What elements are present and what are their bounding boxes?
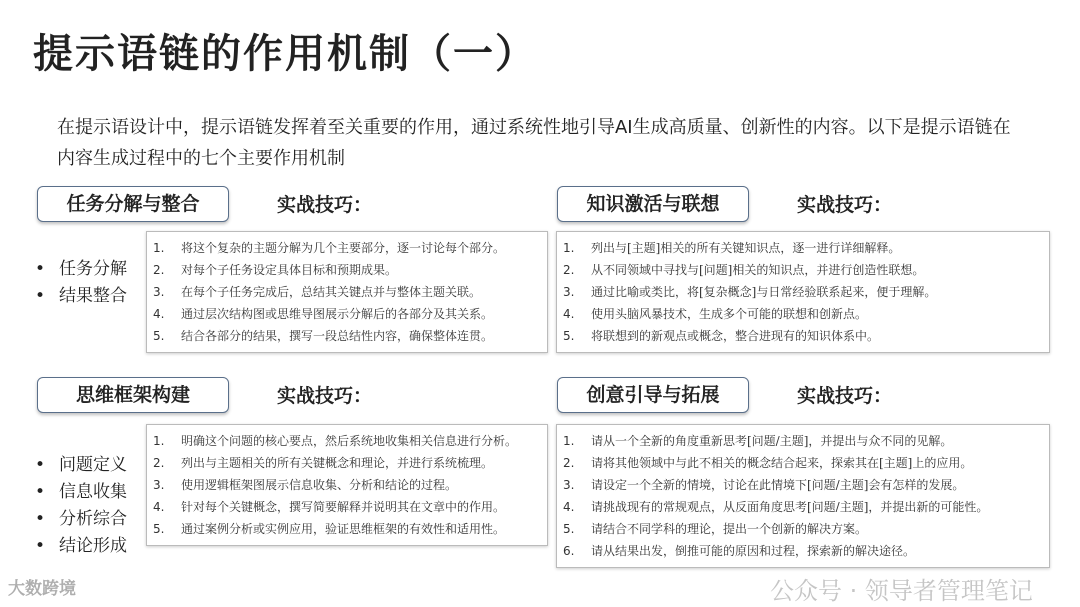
tip-number: 5. xyxy=(153,329,165,343)
tip-number: 6. xyxy=(563,544,575,558)
tip-item xyxy=(563,430,1043,452)
tip-number: 1. xyxy=(563,241,575,255)
intro-text: 在提示语设计中，提示语链发挥着至关重要的作用，通过系统性地引导AI生成高质量、创新性的内容。以下是提示语链在内容生成过程中的七个主要作用机制 xyxy=(57,117,1011,169)
tip-item xyxy=(563,540,1043,562)
tip-text: 结合各部分的结果，撰写一段总结性内容，确保整体连贯。 xyxy=(181,329,494,343)
tip-text: 请结合不同学科的理论，提出一个创新的解决方案。 xyxy=(591,522,868,536)
panel-header: 思维框架构建 xyxy=(37,377,229,413)
bullet-item: • 结论形成 xyxy=(35,533,127,560)
watermark-logo: 大数跨境 xyxy=(8,579,76,599)
watermark: 公众号 · 领导者管理笔记 xyxy=(770,577,1033,605)
tips-box xyxy=(556,231,1050,353)
tip-number: 4. xyxy=(153,307,165,321)
tip-text: 请将其他领域中与此不相关的概念结合起来，探索其在[主题]上的应用。 xyxy=(591,456,973,470)
tip-number: 4. xyxy=(563,307,575,321)
bullet-item: • 分析综合 xyxy=(35,506,127,533)
tip-item xyxy=(153,518,541,540)
tip-number: 2. xyxy=(563,456,575,470)
tip-number: 5. xyxy=(563,329,575,343)
tips-box xyxy=(556,424,1050,568)
bullet-list xyxy=(35,256,127,310)
tip-number: 1. xyxy=(153,241,165,255)
tip-number: 2. xyxy=(153,456,165,470)
tip-text: 请挑战现有的常规观点，从反面角度思考[问题/主题]，并提出新的可能性。 xyxy=(591,500,989,514)
tips-box xyxy=(146,424,548,546)
tip-number: 2. xyxy=(563,263,575,277)
tip-text: 使用逻辑框架图展示信息收集、分析和结论的过程。 xyxy=(181,478,458,492)
tip-item xyxy=(153,430,541,452)
tip-item xyxy=(153,452,541,474)
tip-text: 通过比喻或类比，将[复杂概念]与日常经验联系起来，便于理解。 xyxy=(591,285,937,299)
bullet-item: • 结果整合 xyxy=(35,283,127,310)
tip-number: 2. xyxy=(153,263,165,277)
tip-item xyxy=(563,281,1043,303)
tip-number: 3. xyxy=(563,285,575,299)
tip-item xyxy=(153,496,541,518)
tip-item xyxy=(153,281,541,303)
panel-header: 创意引导与拓展 xyxy=(557,377,749,413)
tip-item xyxy=(563,303,1043,325)
tip-text: 请设定一个全新的情境，讨论在此情境下[问题/主题]会有怎样的发展。 xyxy=(591,478,965,492)
tip-text: 通过层次结构图或思维导图展示分解后的各部分及其关系。 xyxy=(181,307,494,321)
tip-text: 针对每个关键概念，撰写简要解释并说明其在文章中的作用。 xyxy=(181,500,506,514)
tip-number: 3. xyxy=(153,285,165,299)
tips-box xyxy=(146,231,548,353)
tip-number: 4. xyxy=(563,500,575,514)
page-title: 提示语链的作用机制（一） xyxy=(33,31,537,77)
bullet-list xyxy=(35,452,127,560)
tip-text: 列出与主题相关的所有关键概念和理论，并进行系统梳理。 xyxy=(181,456,494,470)
tip-number: 1. xyxy=(563,434,575,448)
tips-label: 实战技巧： xyxy=(797,385,893,407)
tip-text: 请从结果出发，倒推可能的原因和过程，探索新的解决途径。 xyxy=(591,544,916,558)
tip-text: 在每个子任务完成后，总结其关键点并与整体主题关联。 xyxy=(181,285,482,299)
tip-number: 3. xyxy=(153,478,165,492)
tip-number: 4. xyxy=(153,500,165,514)
tip-item xyxy=(153,259,541,281)
tip-item xyxy=(153,237,541,259)
tip-text: 将这个复杂的主题分解为几个主要部分，逐一讨论每个部分。 xyxy=(181,241,506,255)
tip-item xyxy=(153,325,541,347)
tip-number: 5. xyxy=(153,522,165,536)
bullet-item: • 任务分解 xyxy=(35,256,127,283)
tips-label: 实战技巧： xyxy=(797,194,893,216)
tip-text: 从不同领域中寻找与[问题]相关的知识点，并进行创造性联想。 xyxy=(591,263,925,277)
tip-text: 使用头脑风暴技术，生成多个可能的联想和创新点。 xyxy=(591,307,868,321)
tip-number: 1. xyxy=(153,434,165,448)
tip-item xyxy=(563,237,1043,259)
tips-label: 实战技巧： xyxy=(277,194,373,216)
tip-text: 将联想到的新观点或概念，整合进现有的知识体系中。 xyxy=(591,329,880,343)
tip-text: 通过案例分析或实例应用，验证思维框架的有效性和适用性。 xyxy=(181,522,506,536)
tip-item xyxy=(563,259,1043,281)
bullet-item: • 信息收集 xyxy=(35,479,127,506)
panel-header: 知识激活与联想 xyxy=(557,186,749,222)
tip-item xyxy=(153,474,541,496)
tip-text: 列出与[主题]相关的所有关键知识点，逐一进行详细解释。 xyxy=(591,241,901,255)
tip-item xyxy=(563,474,1043,496)
tip-number: 3. xyxy=(563,478,575,492)
tip-text: 对每个子任务设定具体目标和预期成果。 xyxy=(181,263,398,277)
tip-text: 明确这个问题的核心要点，然后系统地收集相关信息进行分析。 xyxy=(181,434,518,448)
tip-item xyxy=(563,496,1043,518)
tip-item xyxy=(563,518,1043,540)
bullet-item: • 问题定义 xyxy=(35,452,127,479)
panel-header: 任务分解与整合 xyxy=(37,186,229,222)
tip-item xyxy=(563,325,1043,347)
tip-item xyxy=(153,303,541,325)
tips-label: 实战技巧： xyxy=(277,385,373,407)
tip-text: 请从一个全新的角度重新思考[问题/主题]，并提出与众不同的见解。 xyxy=(591,434,953,448)
tip-item xyxy=(563,452,1043,474)
tip-number: 5. xyxy=(563,522,575,536)
